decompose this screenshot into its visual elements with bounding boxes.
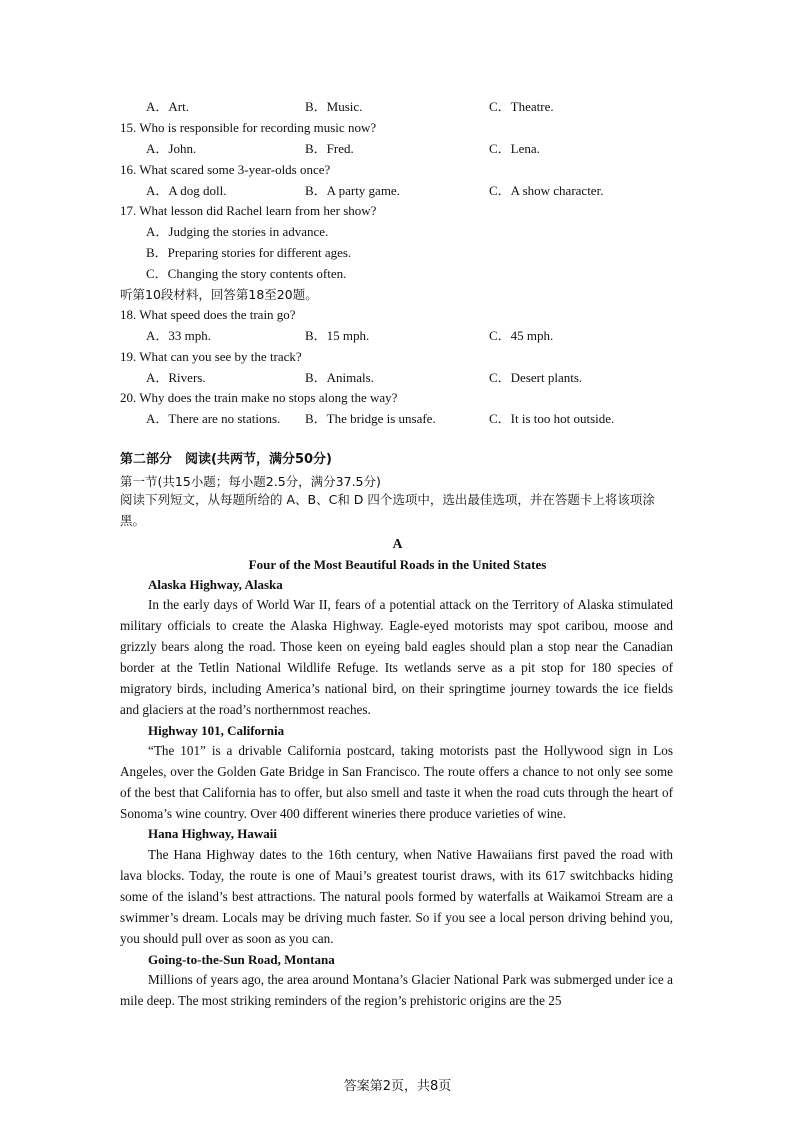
q19-option-b: B．Animals.	[305, 370, 374, 385]
paragraph: “The 101” is a drivable California postcard, taking motorists past the Hollywood sign in Los Angeles, over the Golden Gate Bridge in San Francisco. The route offers a chance to not only see some of the best that California has to offer, but also smell and taste it when the road cuts through the heart of Sonoma’s wine country. Over 400 different wineries there produce varieties of wine.	[120, 743, 673, 821]
q16-option-c: C．A show character.	[489, 183, 604, 198]
section-text-montana	[120, 970, 673, 1012]
q18-option-b: B．15 mph.	[305, 328, 370, 343]
q15-question: 15. Who is responsible for recording music now?	[120, 120, 377, 135]
q14-option-a: A．Art.	[146, 99, 189, 114]
q19-question: 19. What can you see by the track?	[120, 349, 302, 364]
q18-question: 18. What speed does the train go?	[120, 307, 296, 322]
q19-option-c: C．Desert plants.	[489, 370, 583, 385]
q20-option-c: C．It is too hot outside.	[489, 411, 615, 426]
q17-option-a: A．Judging the stories in advance.	[146, 224, 329, 239]
part-two-title: 第二部分 阅读(共两节，满分50分)	[120, 452, 332, 467]
paragraph: The Hana Highway dates to the 16th century, when Native Hawaiians first paved the road with lava blocks. Today, the route is one of Maui’s greatest tourist draws, with its 617 switchbacks hiding some of the island’s best attractions. The natural pools formed by waterfalls at Waikamoi Stream are a swimmer’s dream. Locals may be driving much faster. So if you see a local person driving behind you, you should pull over as soon as you can.	[120, 847, 673, 946]
page-footer: 答案第2页，共8页	[343, 1079, 452, 1094]
q18-option-a: A．33 mph.	[146, 328, 212, 343]
q16-question: 16. What scared some 3-year-olds once?	[120, 162, 331, 177]
section-one-title: 第一节(共15小题；每小题2.5分，满分37.5分)	[120, 474, 381, 489]
q15-option-a: A．John.	[146, 141, 197, 156]
q14-option-c: C．Theatre.	[489, 99, 554, 114]
q20-option-b: B．The bridge is unsafe.	[305, 411, 436, 426]
paragraph: In the early days of World War II, fears of a potential attack on the Territory of Alaska stimulated military officials to create the Alaska Highway. Eagle-eyed motorists may spot caribou, moose and grizzly bears along the road. Those keen on eyeing bald eagles should plan a stop near the Canadian border at the Tetlin National Wildlife Refuge. Its wetlands serve as a pit stop for 180 species of migratory birds, including America’s national bird, on their springtime journey towards the ice fields and glaciers at the road’s northernmost reaches.	[120, 597, 673, 717]
q17-option-b: B．Preparing stories for different ages.	[146, 245, 352, 260]
q20-option-a: A．There are no stations.	[146, 411, 281, 426]
q15-option-b: B．Fred.	[305, 141, 354, 156]
passage-title: Four of the Most Beautiful Roads in the United States	[248, 557, 547, 572]
reading-instruction: 阅读下列短文，从每题所给的 A、B、C和 D 四个选项中，选出最佳选项，并在答题卡上将该项涂黑。	[120, 492, 655, 528]
q20-question: 20. Why does the train make no stops along the way?	[120, 390, 398, 405]
section-heading-alaska: Alaska Highway, Alaska	[148, 577, 283, 592]
q18-option-c: C．45 mph.	[489, 328, 554, 343]
q17-question: 17. What lesson did Rachel learn from her show?	[120, 203, 377, 218]
section-text-california	[120, 741, 673, 825]
q14-option-b: B．Music.	[305, 99, 363, 114]
section-heading-montana: Going-to-the-Sun Road, Montana	[148, 952, 335, 967]
q19-option-a: A．Rivers.	[146, 370, 206, 385]
section-heading-hawaii: Hana Highway, Hawaii	[148, 826, 277, 841]
section-text-alaska	[120, 595, 673, 720]
q16-option-a: A．A dog doll.	[146, 183, 227, 198]
section10-instruction: 听第10段材料，回答第18至20题。	[120, 287, 318, 302]
passage-letter: A	[392, 536, 403, 551]
q17-option-c: C．Changing the story contents often.	[146, 266, 347, 281]
q16-option-b: B．A party game.	[305, 183, 400, 198]
section-text-hawaii	[120, 845, 673, 950]
section-heading-california: Highway 101, California	[148, 723, 285, 738]
paragraph: Millions of years ago, the area around Montana’s Glacier National Park was submerged under ice a mile deep. The most striking reminders of the region’s prehistoric origins are the 25	[120, 972, 673, 1008]
q15-option-c: C．Lena.	[489, 141, 540, 156]
